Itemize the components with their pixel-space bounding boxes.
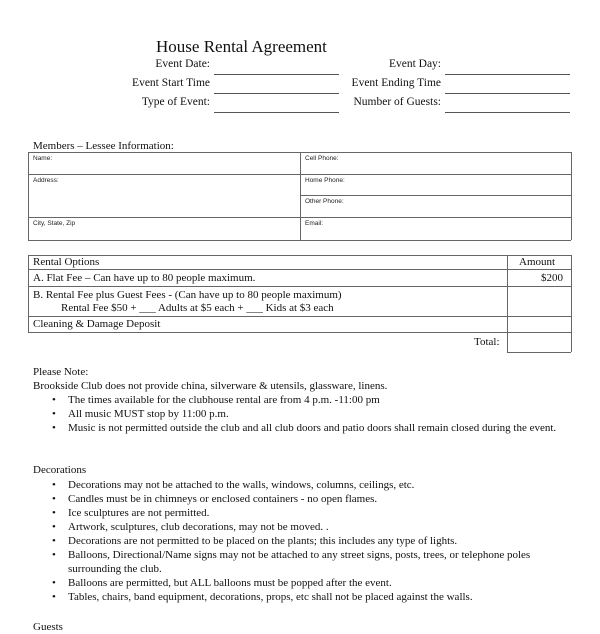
event-date-label: Event Date: bbox=[155, 58, 210, 70]
cleaning-deposit: Cleaning & Damage Deposit bbox=[33, 318, 161, 330]
please-note-heading: Please Note: bbox=[33, 366, 89, 378]
amount-header: Amount bbox=[519, 256, 556, 268]
list-item: • Ice sculptures are not permitted. bbox=[52, 507, 210, 519]
members-heading: Members – Lessee Information: bbox=[33, 140, 174, 152]
rental-option-b: B. Rental Fee plus Guest Fees - (Can have up to 80 people maximum) bbox=[33, 289, 342, 301]
event-start-field[interactable] bbox=[214, 92, 339, 94]
type-of-event-field[interactable] bbox=[214, 111, 339, 113]
city-state-zip-field[interactable]: City, State, Zip bbox=[33, 220, 76, 227]
rental-option-b-detail: Rental Fee $50 + ___ Adults at $5 each + ___ Kids at $3 each bbox=[61, 302, 334, 314]
home-phone-field[interactable]: Home Phone: bbox=[305, 177, 345, 184]
decorations-heading: Decorations bbox=[33, 464, 87, 476]
please-note-list bbox=[32, 393, 572, 435]
event-start-label: Event Start Time bbox=[132, 77, 210, 89]
guests-heading: Guests bbox=[33, 621, 63, 633]
please-note-intro: Brookside Club does not provide china, silverware & utensils, glassware, linens. bbox=[33, 380, 388, 392]
list-item: • Balloons are permitted, but ALL balloons must be popped after the event. bbox=[52, 577, 392, 589]
event-date-field[interactable] bbox=[214, 73, 339, 75]
list-item: • All music MUST stop by 11:00 p.m. bbox=[52, 408, 229, 420]
list-item: • Artwork, sculptures, club decorations, may not be moved. . bbox=[52, 521, 329, 533]
list-item: • Candles must be in chimneys or enclosed containers - no open flames. bbox=[52, 493, 378, 505]
list-item: • Balloons, Directional/Name signs may not be attached to any street signs, posts, trees, or telephone poles surrounding the club. bbox=[52, 549, 531, 575]
address-field[interactable]: Address: bbox=[33, 177, 59, 184]
list-item: • Decorations are not permitted to be placed on the plants; this includes any type of lights. bbox=[52, 535, 458, 547]
list-item: • Music is not permitted outside the club and all club doors and patio doors shall remain closed during the event. bbox=[52, 422, 557, 434]
name-field[interactable]: Name: bbox=[33, 155, 53, 162]
list-item: • Decorations may not be attached to the walls, windows, columns, ceilings, etc. bbox=[52, 479, 415, 491]
type-of-event-label: Type of Event: bbox=[141, 96, 210, 108]
rental-option-a-amount: $200 bbox=[541, 272, 563, 284]
event-day-field[interactable] bbox=[445, 73, 570, 75]
event-end-label: Event Ending Time bbox=[351, 77, 441, 89]
event-end-field[interactable] bbox=[445, 92, 570, 94]
decorations-list bbox=[32, 478, 572, 604]
other-phone-field[interactable]: Other Phone: bbox=[305, 198, 344, 205]
list-item: • The times available for the clubhouse rental are from 4 p.m. -11:00 pm bbox=[52, 394, 380, 406]
list-item: • Tables, chairs, band equipment, decorations, props, etc shall not be placed against the walls. bbox=[52, 591, 473, 603]
page-title: House Rental Agreement bbox=[156, 37, 327, 56]
total-label: Total: bbox=[474, 336, 500, 348]
num-guests-label: Number of Guests: bbox=[353, 96, 441, 108]
cell-phone-field[interactable]: Cell Phone: bbox=[305, 155, 339, 162]
email-field[interactable]: Email: bbox=[305, 220, 324, 227]
num-guests-field[interactable] bbox=[445, 111, 570, 113]
rental-option-a: A. Flat Fee – Can have up to 80 people maximum. bbox=[33, 272, 256, 284]
event-day-label: Event Day: bbox=[388, 58, 441, 70]
rental-options-header: Rental Options bbox=[33, 256, 100, 268]
